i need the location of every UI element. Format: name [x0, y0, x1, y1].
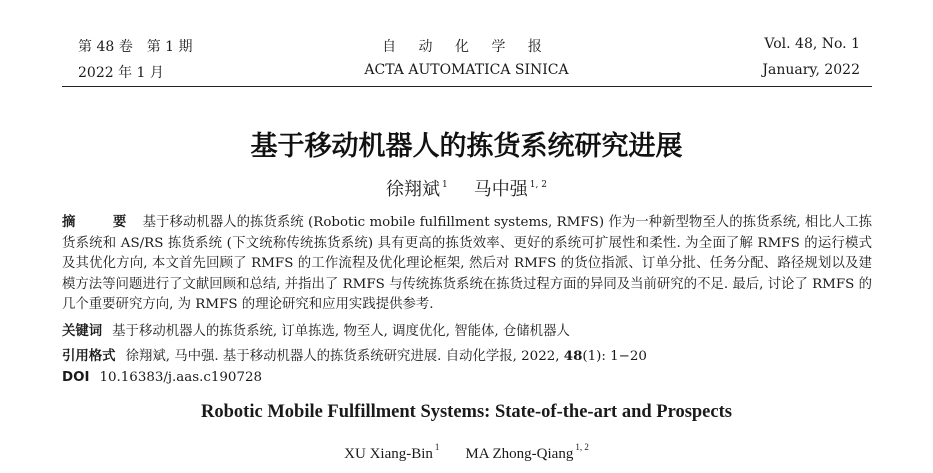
author-name-en: XU Xiang-Bin [344, 446, 433, 462]
abstract [62, 213, 872, 316]
author-list-cn [0, 175, 933, 201]
citation-volume: 48 [563, 348, 583, 364]
keywords [62, 320, 892, 339]
author-name-en: MA Zhong-Qiang [465, 446, 574, 462]
paper-title-cn: 基于移动机器人的拣货系统研究进展 [250, 131, 683, 162]
date-en: January, 2022 [762, 62, 860, 78]
doi-label: DOI [62, 370, 90, 385]
doi [62, 370, 892, 385]
author-affiliation: 1, 2 [575, 442, 589, 452]
header-rule [62, 86, 872, 87]
author-name-cn: 徐翔斌 [386, 179, 441, 200]
keywords-label: 关键词 [62, 324, 103, 339]
citation-prefix: 徐翔斌, 马中强. 基于移动机器人的拣货系统研究进展. 自动化学报, 2022, [125, 349, 564, 364]
citation [62, 345, 892, 364]
keywords-text: 基于移动机器人的拣货系统, 订单拣选, 物至人, 调度优化, 智能体, 仓储机器人 [112, 324, 570, 339]
journal-name-cn: 自 动 化 学 报 [382, 39, 551, 55]
citation-suffix: (1): 1−20 [582, 349, 647, 364]
abstract-label: 摘 要 [62, 215, 139, 230]
author-affiliation: 1 [434, 442, 440, 452]
journal-name-en: ACTA AUTOMATICA SINICA [364, 62, 569, 78]
date-cn: 2022 年 1 月 [78, 65, 164, 81]
abstract-text: 基于移动机器人的拣货系统 (Robotic mobile fulfillment systems, RMFS) 作为一种新型物至人的拣货系统, 相比人工拣货系统和 AS/RS 拣货系统 (下文统称传统拣货系统) 具有更高的拣货效率、更好的系统可扩展性和柔性. 为全面了解 RMFS 的运行模式及其优化方向, 本文首先回顾了 RMFS 的工作流程及优化理论框架, 然后对 RMFS 的货位指派、订单分批、任务分配、路径规划以及建模方法等问题进行了文献回顾和总结, 并指出了 RMFS 与传统拣货系统在拣货过程方面的异同及当前研究的不足. 最后, 讨论了 RMFS 的几个重要研究方向, 为 RMFS 的理论研究和应用实践提供参考. [62, 215, 873, 313]
author-list-en [0, 442, 933, 463]
author-name-cn: 马中强 [473, 179, 528, 200]
citation-label: 引用格式 [62, 349, 116, 364]
volume-en: Vol. 48, No. 1 [764, 36, 860, 52]
author-affiliation: 1, 2 [529, 180, 547, 190]
author-affiliation: 1 [442, 180, 448, 190]
paper-title-en: Robotic Mobile Fulfillment Systems: State-of-the-art and Prospects [201, 402, 732, 422]
issue-cn: 第 48 卷 第 1 期 [78, 39, 193, 55]
doi-link[interactable]: 10.16383/j.aas.c190728 [99, 370, 263, 385]
